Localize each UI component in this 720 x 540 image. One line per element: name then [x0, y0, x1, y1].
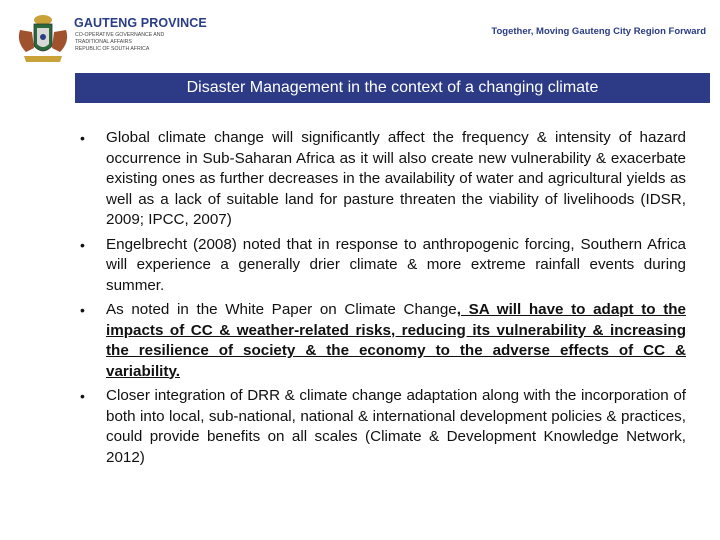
bullet-list: [78, 128, 686, 472]
bullet-text: Closer integration of DRR & climate change adaptation along with the incorporation of both into local, sub-national, national & international development policies & practices, could provide benefits on all scales (Climate & Development Knowledge Network, 2012): [106, 387, 686, 466]
province-name: GAUTENG PROVINCE: [74, 16, 207, 30]
slide-title: Disaster Management in the context of a changing climate: [186, 79, 599, 96]
province-country: REPUBLIC OF SOUTH AFRICA: [75, 46, 150, 52]
coat-of-arms-icon: [12, 10, 74, 66]
bullet-item-climate-change: [78, 128, 686, 231]
bullet-dot-icon: •: [80, 130, 85, 146]
bullet-item-drr-integration: [78, 386, 686, 468]
bullet-item-engelbrecht: [78, 235, 686, 297]
tagline: Together, Moving Gauteng City Region Forward: [491, 26, 706, 37]
bullet-dot-icon: •: [80, 302, 85, 318]
bullet-text: As noted in the White Paper on Climate Change: [106, 301, 457, 318]
bullet-dot-icon: •: [80, 236, 85, 253]
slide-header: [0, 0, 720, 70]
bullet-dot-icon: •: [80, 388, 85, 404]
bullet-emphasis-text: , SA will have to adapt to the impacts of CC & weather-related risks, reducing its vulnerability & increasing the resilience of society & the economy to the adverse effects of CC & variability.: [106, 301, 686, 380]
title-bar: [75, 73, 710, 103]
bullet-text: Global climate change will significantly affect the frequency & intensity of hazard occurrence in Sub-Saharan Africa as it will also create new vulnerability & exacerbate existing ones as further decreases in the availability of water and agricultural yields as well as a lack of suitable land for pasture threaten the viability of livelihoods (IDSR, 2009; IPCC, 2007): [106, 129, 686, 228]
bullet-item-white-paper: [78, 300, 686, 382]
province-department-line-2: TRADITIONAL AFFAIRS: [75, 39, 132, 45]
gauteng-logo: [12, 10, 222, 66]
province-department-line-1: CO-OPERATIVE GOVERNANCE AND: [75, 32, 165, 38]
bullet-text: Engelbrecht (2008) noted that in response to anthropogenic forcing, Southern Africa will experience a generally drier climate & more extreme rainfall events during summer.: [106, 235, 686, 294]
